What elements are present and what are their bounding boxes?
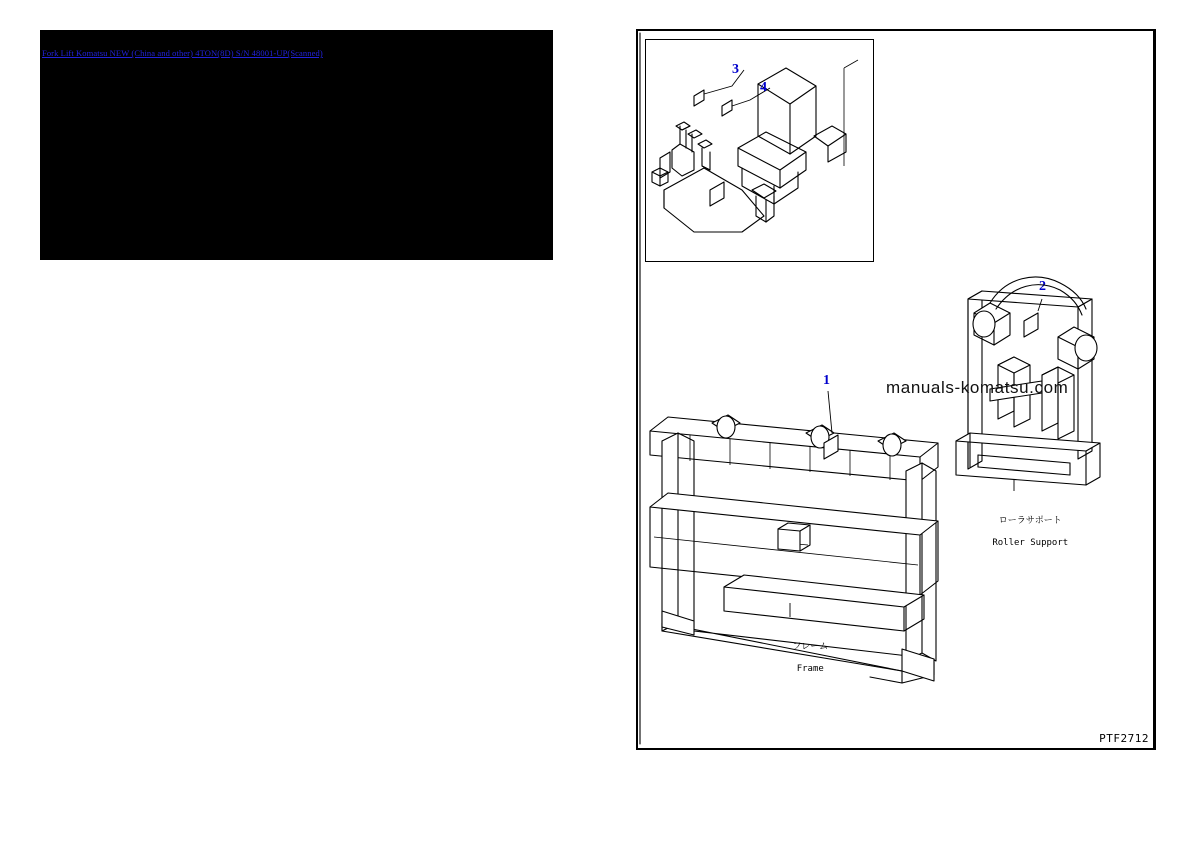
callout-1: 1 [823, 373, 830, 388]
document-thumbnail-panel [40, 30, 553, 260]
watermark-text: manuals-komatsu.com [886, 378, 1069, 397]
callout-4: 4 [760, 80, 767, 95]
part-label-frame [734, 631, 854, 686]
part-label-frame-jp: フレーム [792, 642, 829, 652]
parts-drawing-panel [636, 29, 1156, 750]
part-label-frame-en: Frame [796, 664, 824, 674]
part-label-roller-support [944, 505, 1084, 560]
callout-2: 2 [1039, 279, 1046, 294]
drawing-code: PTF2712 [1099, 732, 1149, 745]
part-label-roller-support-jp: ローラサポート [998, 516, 1062, 526]
document-title-link[interactable]: Fork Lift Komatsu NEW (China and other) 4TON(8D) S/N 48001-UP(Scanned) [42, 48, 323, 58]
part-label-roller-support-en: Roller Support [992, 538, 1069, 548]
callout-3: 3 [732, 62, 739, 77]
